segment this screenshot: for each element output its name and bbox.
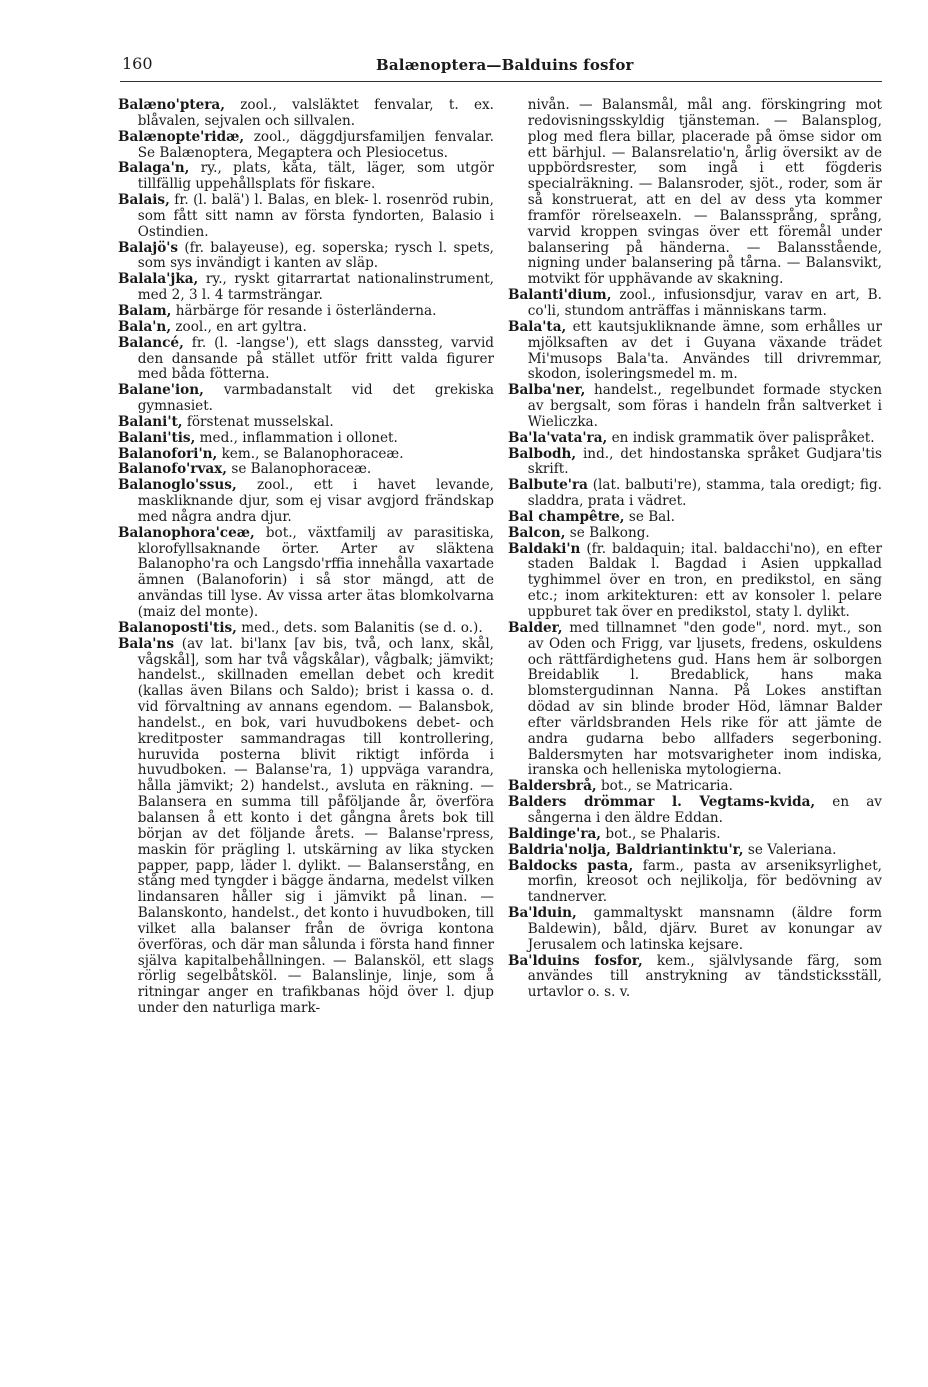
page-number: 160 <box>122 54 153 73</box>
entry-headword: Balder, <box>508 619 563 636</box>
header-rule <box>120 81 882 82</box>
dictionary-entry <box>118 161 494 193</box>
entry-definition: en indisk grammatik över palispråket. <box>607 429 875 446</box>
entry-headword: Balane'ion, <box>118 382 204 399</box>
entry-definition: se Bal. <box>624 508 675 525</box>
entry-headword: Baldaki'n <box>508 540 581 557</box>
entry-headword: Balæno'ptera, <box>118 97 225 113</box>
entry-definition: kem., självlysande färg, som användes till anstrykning av tändsticksställ, urtavlor o. s. v. <box>527 952 882 1001</box>
entry-definition: ry., ryskt gitarrartat nationalinstrument, med 2, 3 l. 4 tarmsträngar. <box>137 271 494 304</box>
entry-headword: Bala'n, <box>118 318 172 335</box>
entry-definition: härbärge för resande i österländerna. <box>171 302 437 319</box>
entry-definition: fr. (l. -langse'), ett slags danssteg, varvid den dansande på stället utför fritt valda figurer med båda fötterna. <box>137 334 494 383</box>
entry-headword: Balanofo'rvax, <box>118 461 228 478</box>
entry-definition: se Balkong. <box>565 524 650 541</box>
entry-headword: Balanoglo'ssus, <box>118 477 237 494</box>
dictionary-entry <box>508 320 882 383</box>
dictionary-entry <box>508 447 882 479</box>
dictionary-entry <box>508 827 882 843</box>
dictionary-entry <box>118 462 494 478</box>
dictionary-entry <box>118 336 494 384</box>
entry-definition: zool., valsläktet fenvalar, t. ex. blåvalen, sejvalen och sillvalen. <box>137 97 494 129</box>
entry-headword: Balajö's <box>118 239 179 256</box>
dictionary-entry <box>508 843 882 859</box>
entry-headword: Baldinge'ra, <box>508 825 602 842</box>
dictionary-entry <box>508 431 882 447</box>
dictionary-entry <box>118 637 494 1017</box>
entry-headword: Baldersbrå, <box>508 778 597 795</box>
entry-definition: med., inflammation i ollonet. <box>195 429 398 446</box>
entry-headword: Ba'la'vata'ra, <box>508 429 608 446</box>
entry-definition: förstenat musselskal. <box>182 413 334 430</box>
dictionary-entry <box>118 383 494 415</box>
entry-headword: Baldria'nolja, Baldriantinktu'r, <box>508 841 744 858</box>
dictionary-entry <box>508 526 882 542</box>
entry-definition: nivån. — Balansmål, mål ang. förskingring mot redovisningsskyldig tjänsteman. — Balansplog, plog med flera billar, placerade på ömse sidor om ett bärhjul. — Balansrelatio'n, årlig översikt av de uppbördsrester, som ingå i ett fögderis specialräkning. — Balansroder, sjöt., roder, som är så konstruerat, att en del av dess yta kommer framför rörelseaxeln. — Balanssprång, språng, varvid kroppen svingas över ett föremål under balansering på händerna. — Balansstående, nigning under balansering på tårna. — Balansvikt, motvikt för upphävande av skakning. <box>527 97 882 288</box>
entry-definition: bot., se Phalaris. <box>601 825 721 842</box>
entry-definition: kem., se Balanophoraceæ. <box>217 445 404 462</box>
dictionary-entry <box>118 304 494 320</box>
dictionary-entry <box>118 478 494 526</box>
entry-definition: varmbadanstalt vid det grekiska gymnasiet. <box>137 382 494 415</box>
entry-headword: Bal champêtre, <box>508 508 625 525</box>
entry-definition: med., dets. som Balanitis (se d. o.). <box>236 619 483 636</box>
entry-headword: Bala'ns <box>118 635 174 652</box>
dictionary-entry <box>118 272 494 304</box>
dictionary-entry <box>118 241 494 273</box>
page-header <box>118 54 882 78</box>
entry-headword: Balba'ner, <box>508 382 586 399</box>
entry-definition: zool., en art gyltra. <box>171 318 307 335</box>
entry-headword: Balbute'ra <box>508 477 588 494</box>
dictionary-entry <box>118 193 494 241</box>
entry-headword: Ba'lduin, <box>508 905 577 922</box>
entry-definition: bot., växtfamilj av parasitiska, klorofyllsaknande örter. Arter av släktena Balanopho'ra och Langsdo'rffia innehålla vaxartade ämnen (Balanoforin) i så stor mängd, att de användas till lyse. Av vissa arter ätas blomkolvarna (maiz del monte). <box>137 524 494 620</box>
dictionary-entry <box>508 478 882 510</box>
entry-definition: med tillnamnet "den gode", nord. myt., son av Oden och Frigg, var ljusets, fredens, oskuldens och rättfärdighetens gud. Hans hem är solborgen Breidablik l. Bredablick, hans maka blomstergudinnan Nanna. På Lokes anstiftan dödad av sin blinde broder Höd, lämnar Balder efter världsbranden Hels rike för att jämte de andra gudarna bebo allfaders segerboning. Baldersmyten har motsvarigheter inom indiska, iranska och helleniska mytologierna. <box>527 619 882 779</box>
dictionary-entry <box>118 98 494 130</box>
dictionary-entry <box>118 320 494 336</box>
entry-definition: bot., se Matricaria. <box>596 778 733 795</box>
left-column <box>118 98 494 1017</box>
entry-headword: Balanophora'ceæ, <box>118 524 255 541</box>
dictionary-entry <box>118 415 494 431</box>
entry-definition: zool., infusionsdjur, varav en art, B. co'li, stundom anträffas i människans tarm. <box>527 287 882 319</box>
dictionary-entry <box>508 98 882 288</box>
dictionary-entry <box>118 130 494 162</box>
entry-headword: Baldocks pasta, <box>508 857 634 874</box>
entry-definition: ett kautsjukliknande ämne, som erhålles ur mjölksaften av det i Guyana växande trädet Mi'musops Bala'ta. Användes till drivremmar, skodon, isoleringsmedel m. m. <box>527 318 882 383</box>
entry-headword: Bala'ta, <box>508 318 567 335</box>
entry-headword: Balais, <box>118 192 170 209</box>
entry-headword: Ba'lduins fosfor, <box>508 952 643 969</box>
dictionary-entry <box>508 779 882 795</box>
dictionary-entry <box>508 906 882 954</box>
entry-headword: Balala'jka, <box>118 271 199 288</box>
entry-definition: se Valeriana. <box>743 841 837 858</box>
entry-headword: Balanofori'n, <box>118 445 218 462</box>
dictionary-entry <box>118 526 494 621</box>
dictionary-entry <box>508 510 882 526</box>
entry-headword: Balcon, <box>508 524 566 541</box>
entry-definition: (fr. baldaquin; ital. baldacchi'no), en efter staden Baldak l. Bagdad i Asien uppkallad tyghimmel över en tron, en predikstol, en säng etc.; inom arkitekturen: ett av konsoler l. pelare uppburet tak över en predikstol, staty l. dylikt. <box>527 540 882 620</box>
dictionary-entry <box>508 542 882 621</box>
entry-definition: fr. (l. balä') l. Balas, en blek- l. rosenröd rubin, som fått sitt namn av första fyndorten, Balasio i Ostindien. <box>137 192 494 240</box>
dictionary-entry <box>508 795 882 827</box>
entry-headword: Balders drömmar l. Vegtams-kvida, <box>508 794 816 811</box>
entry-headword: Balani'tis, <box>118 429 196 446</box>
entry-definition: en av sångerna i den äldre Eddan. <box>527 794 882 826</box>
dictionary-entry <box>508 288 882 320</box>
entry-headword: Balam, <box>118 302 172 319</box>
entry-definition: zool., däggdjursfamiljen fenvalar. Se Balænoptera, Megaptera och Plesiocetus. <box>137 128 494 161</box>
right-column <box>508 98 882 1001</box>
dictionary-entry <box>118 431 494 447</box>
entry-headword: Balanoposti'tis, <box>118 619 237 636</box>
entry-definition: farm., pasta av arseniksyrlighet, morfin, kreosot och nejlikolja, för bedövning av tandnerver. <box>527 857 882 906</box>
entry-definition: (fr. balayeuse), eg. soperska; rysch l. spets, som sys invändigt i kanten av släp. <box>137 239 494 272</box>
entry-definition: (av lat. bi'lanx [av bis, två, och lanx, skål, vågskål], som har två vågskålar), vågbalk; jämvikt; handelst., skillnaden emellan debet och kredit (kallas även Bilans och Saldo); brist i kassa o. d. vid förvaltning av annans egendom. — Balansbok, handelst., en bok, vari huvudbokens debet- och kreditposter sammandragas till kontrollering, huruvida posterna blivit riktigt införda i huvudboken. — Balanse'ra, 1) uppväga varandra, hålla jämvikt; 2) handelst., avsluta en räkning. — Balansera en summa till påföljande år, överföra balansen å ett konto i det gångna årets bok till början av det följande årets. — Balanse'rpress, maskin för prägling l. utskärning av lika stycken papper, papp, läder l. dylikt. — Balanserstång, en stång med tyngder i bägge ändarna, medelst vilken lindansaren håller sig i jämvikt på linan. — Balanskonto, handelst., det konto i huvudboken, till vilket alla balanser från de övriga kontona överföras, och där man sålunda i första hand finner själva kapitalbehållningen. — Balansköl, ett slags rörlig segelbåtsköl. — Balanslinje, linje, som å ritningar anger en trafikbanas höjd över l. djup under den naturliga mark- <box>137 635 494 1017</box>
entry-definition: ind., det hindostanska språket Gudjara'tis skrift. <box>527 445 882 478</box>
entry-headword: Balani't, <box>118 413 183 430</box>
entry-headword: Balbodh, <box>508 445 577 462</box>
dictionary-entry <box>508 859 882 907</box>
entry-headword: Balancé, <box>118 334 184 351</box>
dictionary-entry <box>118 621 494 637</box>
entry-definition: zool., ett i havet levande, maskliknande djur, som ej visar avgjord frändskap med några andra djur. <box>137 477 494 525</box>
entry-definition: gammaltyskt mansnamn (äldre form Baldewin), båld, djärv. Buret av konungar av Jerusalem och latinska kejsare. <box>527 905 882 953</box>
entry-definition: handelst., regelbundet formade stycken av bergsalt, som föras i handeln från saltverket i Wieliczka. <box>527 382 882 430</box>
entry-definition: ry., plats, kåta, tält, läger, som utgör tillfällig uppehållsplats för fiskare. <box>137 160 494 193</box>
entry-headword: Balaga'n, <box>118 160 190 177</box>
dictionary-entry <box>118 447 494 463</box>
dictionary-entry <box>508 954 882 1002</box>
entry-headword: Balanti'dium, <box>508 287 612 304</box>
entry-definition: (lat. balbuti're), stamma, tala oredigt; fig. sladdra, prata i vädret. <box>527 477 882 510</box>
dictionary-entry <box>508 383 882 431</box>
entry-definition: se Balanophoraceæ. <box>227 461 372 478</box>
entry-headword: Balænopte'ridæ, <box>118 128 245 145</box>
running-head: Balænoptera—Balduins fosfor <box>376 56 634 74</box>
dictionary-entry <box>508 621 882 779</box>
